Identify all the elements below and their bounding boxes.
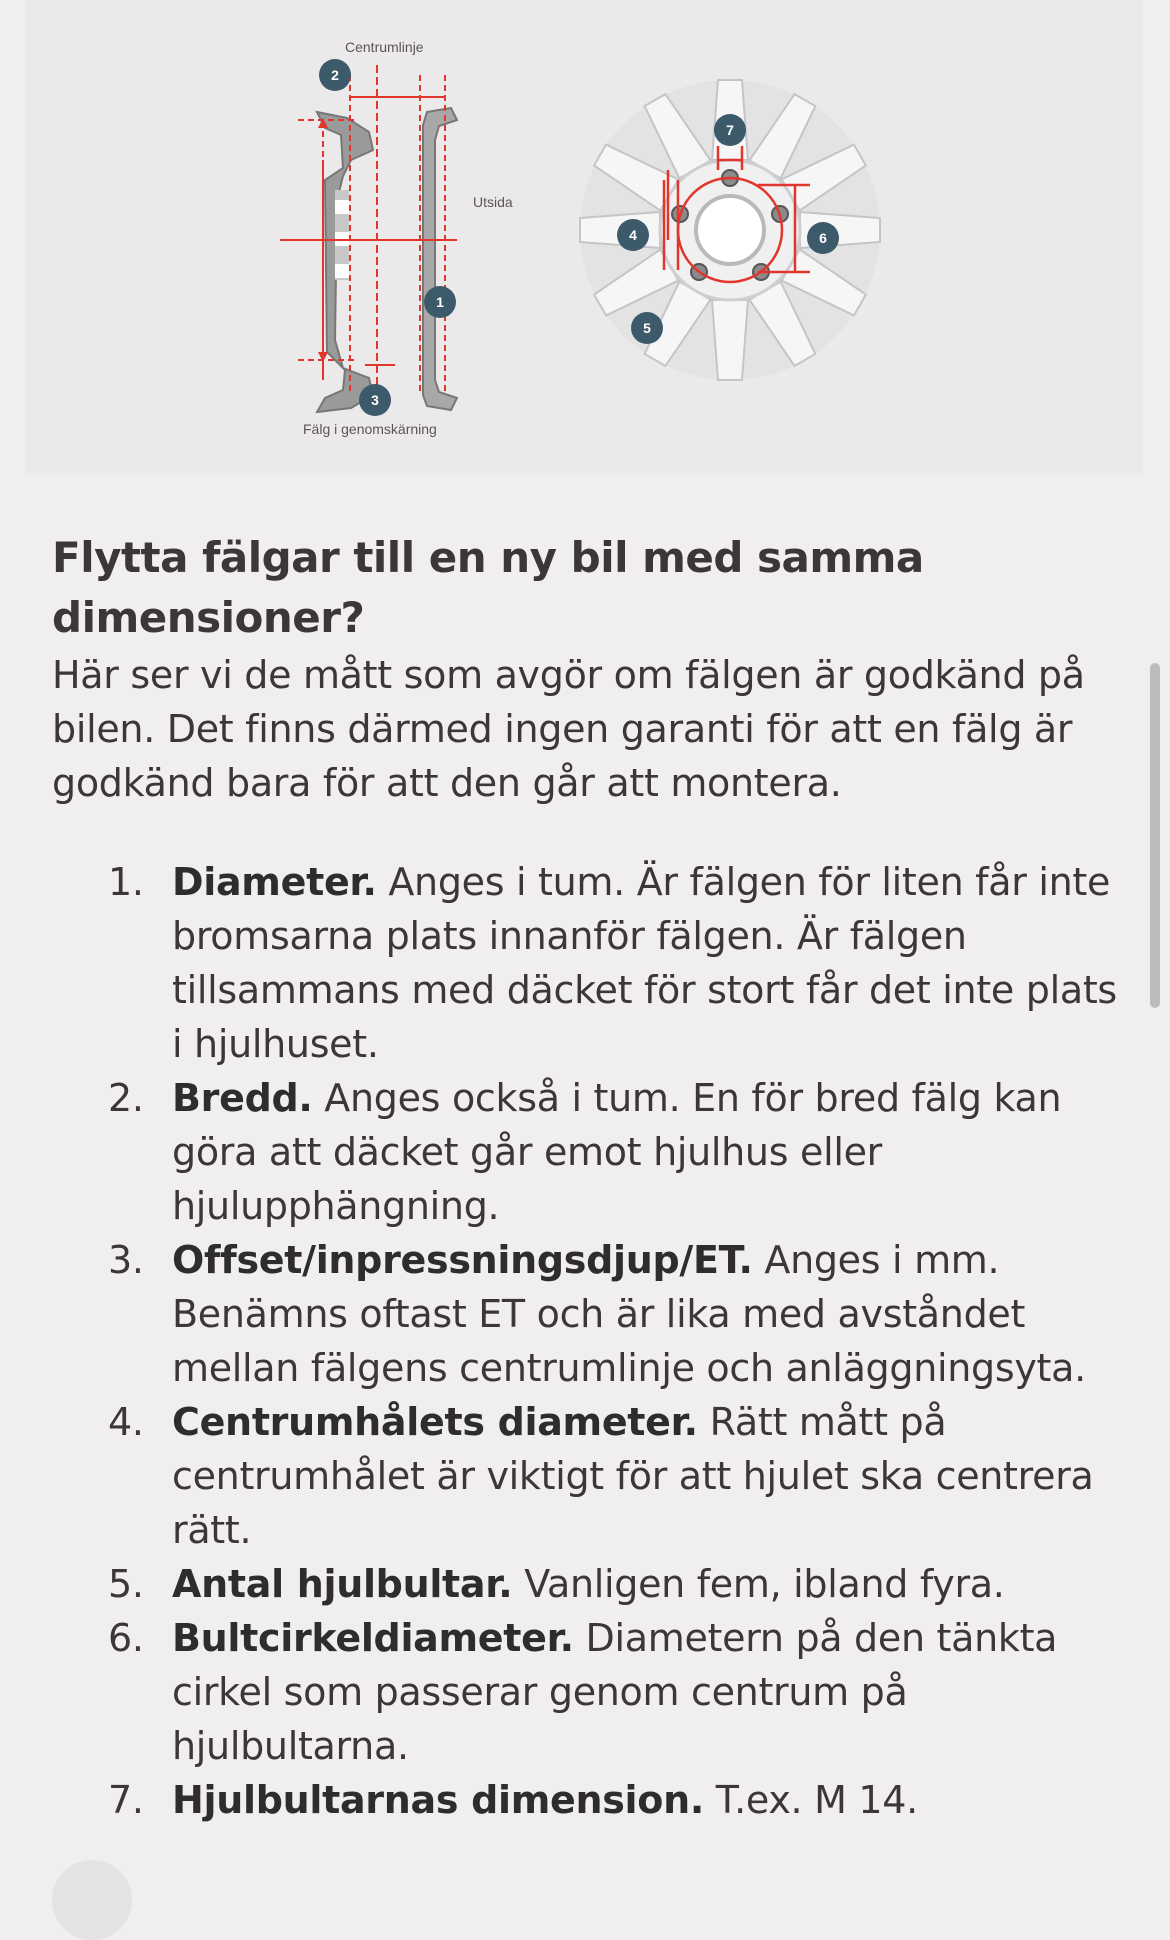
badge-3 — [359, 384, 391, 416]
svg-text:6: 6 — [819, 230, 827, 246]
badge-1 — [424, 286, 456, 318]
list-item: 7. Hjulbultarnas dimension. T.ex. M 14. — [108, 1778, 918, 1822]
badge-6 — [807, 222, 839, 254]
list-item: 2. Bredd. Anges också i tum. En för bred fälg kan göra att däcket går emot hjulhus eller hjulupphängning. — [108, 1076, 1062, 1228]
badge-7 — [714, 114, 746, 146]
svg-text:5: 5 — [643, 320, 651, 336]
scrollbar[interactable] — [1150, 663, 1160, 1008]
list-item: 1. Diameter. Anges i tum. Är fälgen för liten får inte bromsarna plats innanför fälgen. Är fälgen tillsammans med däcket för stort får det inte plats i hjulhuset. — [108, 860, 1117, 1066]
list-item: 4. Centrumhålets diameter. Rätt mått på centrumhålet är viktigt för att hjulet ska centrera rätt. — [108, 1400, 1094, 1552]
badge-5 — [631, 312, 663, 344]
list-item: 5. Antal hjulbultar. Vanligen fem, ibland fyra. — [108, 1562, 1005, 1606]
floating-button[interactable] — [52, 1860, 132, 1940]
article-intro: Här ser vi de mått som avgör om fälgen är godkänd på bilen. Det finns därmed ingen garanti för att en fälg är godkänd bara för att den går att montera. — [52, 653, 1085, 805]
svg-text:2: 2 — [331, 67, 339, 83]
badge-4 — [617, 219, 649, 251]
article-title: Flytta fälgar till en ny bil med samma dimensioner? — [52, 533, 924, 642]
list-item: 6. Bultcirkeldiameter. Diametern på den tänkta cirkel som passerar genom centrum på hjulbultarna. — [108, 1616, 1058, 1768]
rim-cross-section — [280, 65, 457, 412]
dimension-list — [52, 855, 1122, 1827]
svg-text:7: 7 — [726, 122, 734, 138]
list-item: 3. Offset/inpressningsdjup/ET. Anges i mm. Benämns oftast ET och är lika med avståndet mellan fälgens centrumlinje och anläggningsyta. — [108, 1238, 1086, 1390]
svg-text:3: 3 — [371, 392, 379, 408]
article-content — [52, 528, 1122, 1822]
utsida-label: Utsida — [473, 194, 513, 210]
centrumlinje-label: Centrumlinje — [345, 39, 424, 55]
wheel-diagram — [25, 0, 1143, 475]
falg-label: Fälg i genomskärning — [303, 421, 437, 437]
wheel-dimensions-figure — [25, 0, 1143, 475]
svg-text:4: 4 — [629, 227, 637, 243]
svg-text:1: 1 — [436, 294, 444, 310]
badge-2 — [319, 59, 351, 91]
